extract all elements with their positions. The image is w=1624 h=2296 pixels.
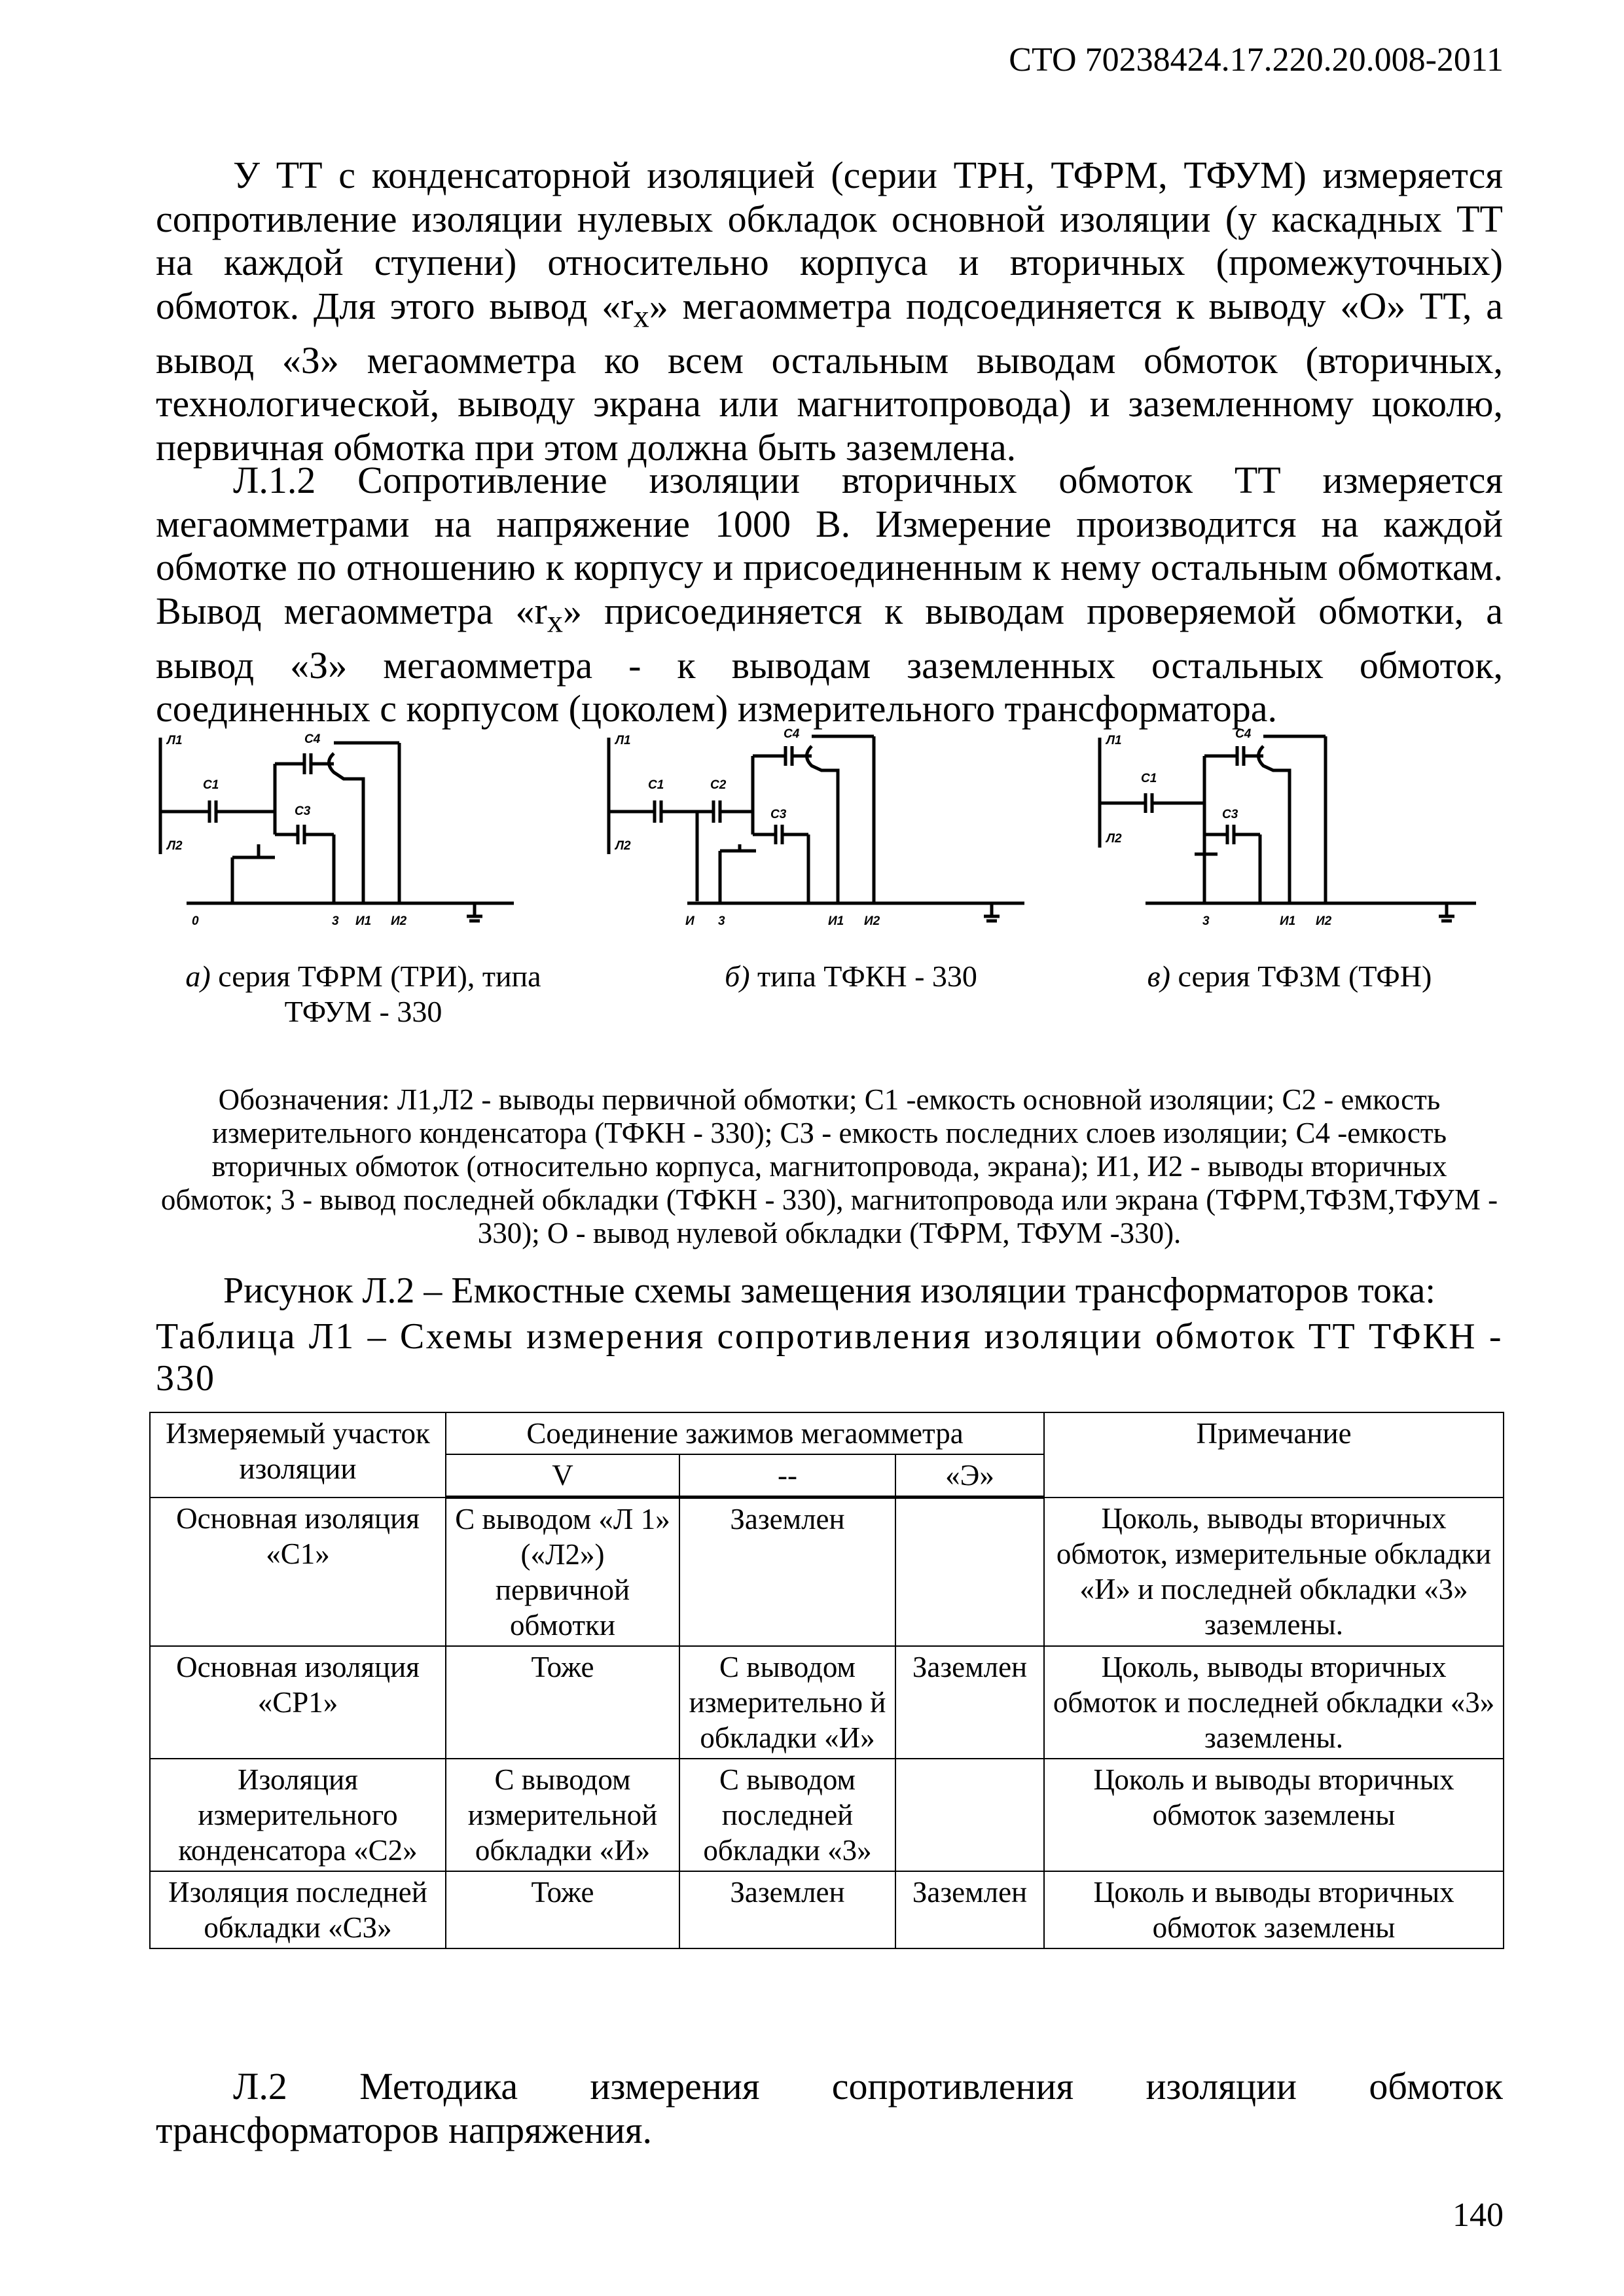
paragraph-capacitor-insulation [156, 154, 1503, 469]
label-c2: C2 [710, 778, 727, 792]
cell-v: С выводом измерительной обкладки «И» [446, 1759, 679, 1871]
section-heading-text: Л.2 Методика измерения сопротивления изоляции обмоток [233, 2065, 1503, 2108]
cell-area: Основная изоляция «С1» [150, 1498, 446, 1647]
table-row [150, 1646, 1504, 1759]
cell-minus: С выводом измерительно й обкладки «И» [679, 1646, 895, 1759]
label-i2: И2 [864, 914, 880, 928]
cell-e: Заземлен [895, 1646, 1044, 1759]
label-3: 3 [332, 914, 339, 928]
label-c3: C3 [295, 804, 311, 818]
paragraph-text: » присоединяется к выводам проверяемой обмотки, а вывод «З» мегаомметра - к выводам заземленных остальных обмоток, [156, 589, 1504, 687]
label-l2: Л2 [615, 839, 631, 853]
figure-title: Рисунок Л.2 – Емкостные схемы замещения изоляции трансформаторов тока: [223, 1270, 1435, 1311]
subheader-e: «Э» [895, 1454, 1044, 1498]
cell-area: Изоляция последней обкладки «СЗ» [150, 1871, 446, 1948]
document-code-header: СТО 70238424.17.220.20.008-2011 [1009, 41, 1504, 79]
subscript-x: x [547, 604, 563, 639]
label-l2: Л2 [1106, 832, 1122, 846]
caption-scheme-a [147, 959, 579, 1030]
label-i: И [685, 914, 695, 928]
label-3: 3 [718, 914, 725, 928]
caption-text: серия ТФЗМ (ТФН) [1170, 960, 1432, 993]
label-c4: C4 [1235, 727, 1252, 741]
paragraph-last-line: первичная обмотка при этом должна быть заземлена. [156, 425, 1017, 469]
caption-text-line2: ТФУМ - 330 [284, 995, 442, 1028]
label-3: 3 [1202, 914, 1210, 928]
table-header-row [150, 1412, 1504, 1454]
figure-legend: Обозначения: Л1,Л2 - выводы первичной обмотки; С1 -емкость основной изоляции; С2 - емкость измерительного конденсатора (ТФКН - 330); СЗ - емкость последних слоев изоляции; С4 -емкость вторичных обмоток (относительно корпуса, магнитопровода, экрана); И1, И2 - выводы вторичных обмоток; 3 - вывод последней обкладки (ТФКН - 330), магнитопровода или экрана (ТФРМ,ТФЗМ,ТФУМ - 330); О - вывод нулевой обкладки (ТФРМ, ТФУМ -330). [160, 1083, 1498, 1249]
cell-minus: Заземлен [679, 1498, 895, 1647]
label-c4: C4 [784, 727, 800, 741]
caption-text: серия ТФРМ (ТРИ), типа [210, 960, 541, 993]
label-l1: Л1 [167, 734, 183, 747]
subheader-v: V [446, 1454, 679, 1498]
paragraph-secondary-windings [156, 459, 1503, 731]
caption-letter: б) [725, 960, 750, 993]
cell-minus: Заземлен [679, 1871, 895, 1948]
cell-e [895, 1759, 1044, 1871]
table-row [150, 1759, 1504, 1871]
caption-letter: а) [185, 960, 211, 993]
label-i1: И1 [1280, 914, 1296, 928]
subheader-minus: -- [679, 1454, 895, 1498]
scheme-a-diagram [147, 730, 566, 926]
caption-letter: в) [1147, 960, 1170, 993]
table-title: Таблица Л1 – Схемы измерения сопротивления изоляции обмоток ТТ ТФКН - 330 [156, 1316, 1503, 1399]
header-megohmmeter-connection: Соединение зажимов мегаомметра [446, 1412, 1044, 1454]
cell-note: Цоколь и выводы вторичных обмоток заземлены [1044, 1759, 1504, 1871]
caption-scheme-c [1087, 959, 1492, 994]
label-c1: C1 [648, 778, 664, 792]
cell-area: Основная изоляция «СР1» [150, 1646, 446, 1759]
label-c1: C1 [1141, 772, 1157, 785]
label-0: 0 [192, 914, 199, 928]
table-row [150, 1498, 1504, 1647]
cell-area: Изоляция измерительного конденсатора «С2» [150, 1759, 446, 1871]
label-l1: Л1 [615, 734, 631, 747]
subscript-x: x [633, 299, 649, 334]
paragraph-text: Л.1.2 Сопротивление изоляции вторичных обмоток ТТ измеряется мегаомметрами на напряжение 1000 В. Измерение производится на каждой обмотке по отношению к корпусу и присоединенным к нему остальным обмоткам. Вывод мегаомметра «r [156, 459, 1503, 632]
paragraph-text: » мегаомметра подсоединяется к выводу «О» ТТ, а вывод «З» мегаомметра ко всем остальным выводам обмоток (вторичных, технологической, выводу экрана или магнитопровода) и заземленному цоколю, [156, 284, 1503, 425]
label-c3: C3 [1222, 808, 1238, 821]
cell-note: Цоколь, выводы вторичных обмоток, измерительные обкладки «И» и последней обкладки «3» заземлены. [1044, 1498, 1504, 1647]
label-i1: И1 [828, 914, 844, 928]
paragraph-text: У ТТ с конденсаторной изоляцией (серии ТРН, ТФРМ, ТФУМ) измеряется сопротивление изоляции нулевых обкладок основной изоляции (у каскадных ТТ на каждой ступени) относительно корпуса и вторичных (промежуточных) обмоток. Для этого вывод «r [156, 154, 1503, 327]
caption-scheme-b [668, 959, 1034, 994]
label-i1: И1 [355, 914, 372, 928]
label-i2: И2 [1316, 914, 1332, 928]
header-measured-area: Измеряемый участок изоляции [150, 1412, 446, 1498]
capacitive-schemes-figures [147, 727, 1509, 928]
label-c3: C3 [770, 808, 787, 821]
cell-e [895, 1498, 1044, 1647]
paragraph-last-line: трансформаторов напряжения. [156, 2108, 653, 2151]
label-i2: И2 [391, 914, 407, 928]
label-l2: Л2 [167, 839, 183, 853]
cell-note: Цоколь и выводы вторичных обмоток заземлены [1044, 1871, 1504, 1948]
label-c1: C1 [203, 778, 219, 792]
measurement-schemes-table [149, 1412, 1504, 1949]
scheme-c-diagram [1090, 727, 1509, 928]
cell-v: С выводом «Л 1» («Л2») первичной обмотки [446, 1498, 679, 1647]
paragraph-last-line: соединенных с корпусом (цоколем) измерительного трансформатора. [156, 687, 1278, 730]
table-row [150, 1871, 1504, 1948]
label-c4: C4 [304, 732, 321, 746]
paragraph-voltage-transformers [156, 2065, 1503, 2152]
scheme-b-diagram [599, 727, 1018, 928]
cell-v: Тоже [446, 1871, 679, 1948]
caption-text: типа ТФКН - 330 [749, 960, 977, 993]
label-l1: Л1 [1106, 734, 1122, 747]
cell-e: Заземлен [895, 1871, 1044, 1948]
cell-note: Цоколь, выводы вторичных обмоток и последней обкладки «3» заземлены. [1044, 1646, 1504, 1759]
cell-minus: С выводом последней обкладки «3» [679, 1759, 895, 1871]
header-note: Примечание [1044, 1412, 1504, 1498]
page-number: 140 [1453, 2197, 1504, 2234]
cell-v: Тоже [446, 1646, 679, 1759]
